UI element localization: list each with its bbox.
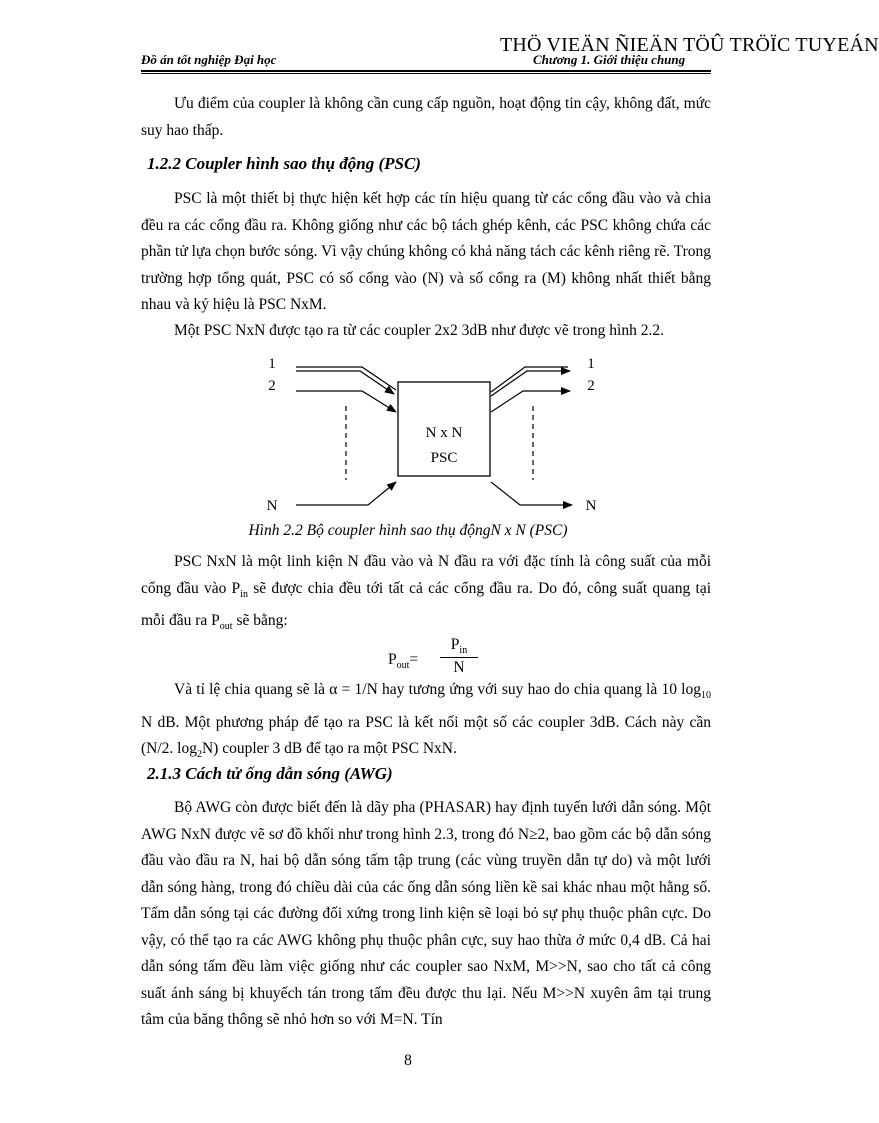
watermark: THÖ VIEÄN ÑIEÄN TÖÛ TRÖÏC TUYEÁN xyxy=(500,34,879,56)
paragraph-psc-description: PSC là một thiết bị thực hiện kết hợp các tín hiệu quang từ các cổng đầu vào và chia đều ra các cổng đầu ra. Không giống như các bộ tách ghép kênh, các PSC không chứa các phần tử lựa chọn bước sóng. Vì vậy chúng không có khả năng tách các kênh riêng rẽ. Trong trường hợp tổng quát, PSC có số cổng vào (N) và số cổng ra (M) không nhất thiết bằng nhau và ký hiệu là PSC NxM. xyxy=(141,190,711,313)
paragraph-coupler-advantages: Ưu điểm của coupler là không cần cung cấp nguồn, hoạt động tin cậy, không đất, mức suy hao thấp. xyxy=(141,95,711,139)
output-arrow-1 xyxy=(491,367,570,396)
output-label-n: N xyxy=(585,498,597,514)
section-heading-awg: 2.1.3 Cách tử ống dẫn sóng (AWG) xyxy=(147,764,393,783)
input-label-n: N xyxy=(266,498,278,514)
header-right: Chương 1. Giới thiệu chung xyxy=(533,52,686,67)
section-heading-psc: 1.2.2 Coupler hình sao thụ động (PSC) xyxy=(147,154,421,173)
page-number: 8 xyxy=(404,1052,412,1069)
output-label-2: 2 xyxy=(587,378,595,394)
output-label-1: 1 xyxy=(587,356,595,372)
output-arrow-2 xyxy=(491,391,570,412)
input-label-1: 1 xyxy=(268,356,276,372)
figure-caption: Hình 2.2 Bộ coupler hình sao thụ độngN x N (PSC) xyxy=(248,522,568,539)
formula-denominator: N xyxy=(453,659,465,677)
paragraph-awg-description: Bộ AWG còn được biết đến là dãy pha (PHASAR) hay định tuyến lưới dẫn sóng. Một AWG NxN được vẽ sơ đồ khối như trong hình 2.3, trong đó N≥2, bao gồm các bộ dẫn sóng đầu vào đầu ra N, hai bộ dẫn sóng tấm tập trung (các vùng truyền dẫn tự do) và một lưới dẫn sóng hàng, trong đó chiều dài của các ống dẫn sóng liền kề sai khác nhau một hằng số. Tấm dẫn sóng tại các đường đối xứng trong linh kiện sẽ loại bỏ sự phụ thuộc phân cực. Do vậy, có thể tạo ra các AWG không phụ thuộc phân cực, suy hao thừa ở mức 0,4 dB. Cả hai dẫn sóng tấm đều làm việc giống như các coupler sao NxM, M>>N, sao cho tất cả công suất ánh sáng bị khuyếch tán trong tấm đều được thu lại. Nếu M>>N xuyên âm tại trung tâm của băng thông sẽ nhỏ hơn so với M=N. Tín xyxy=(141,799,711,1028)
header-left: Đồ án tốt nghiệp Đại học xyxy=(141,52,277,67)
input-label-2: 2 xyxy=(268,378,276,394)
input-arrow-n xyxy=(296,482,396,505)
psc-diagram xyxy=(250,348,610,520)
formula-lhs: $P_{out}=$ xyxy=(388,651,419,672)
formula-numerator: $P_{in}$ xyxy=(440,636,478,658)
paragraph-psc-power: PSC NxN là một linh kiện N đầu vào và N đầu ra với đặc tính là công suất của mỗi cổng đầu vào $P_{in}$ sẽ được chia đều tới tất cả các cổng đầu ra. Do đó, công suất quang tại mỗi đầu ra $P_{out}$ sẽ bằng: xyxy=(141,553,712,633)
box-label-nxn: N x N xyxy=(425,425,463,441)
paragraph-psc-construction: Một PSC NxN được tạo ra từ các coupler 2x2 3dB như được vẽ trong hình 2.2. xyxy=(174,322,664,339)
input-arrow-1 xyxy=(296,367,396,394)
formula-fraction xyxy=(440,636,478,677)
output-arrow-n xyxy=(491,482,572,505)
paragraph-split-ratio: Và tỉ lệ chia quang sẽ là α = 1/N hay tương ứng với suy hao do chia quang là 10 $\log_{10} N$ dB. Một phương pháp để tạo ra PSC là kết nối một số các coupler 3dB. Cách này cần (N/2. $\log_2N$) coupler 3 dB để tạo ra một PSC NxN. xyxy=(141,681,711,761)
header-rule xyxy=(141,70,711,74)
box-label-psc: PSC xyxy=(430,450,458,466)
